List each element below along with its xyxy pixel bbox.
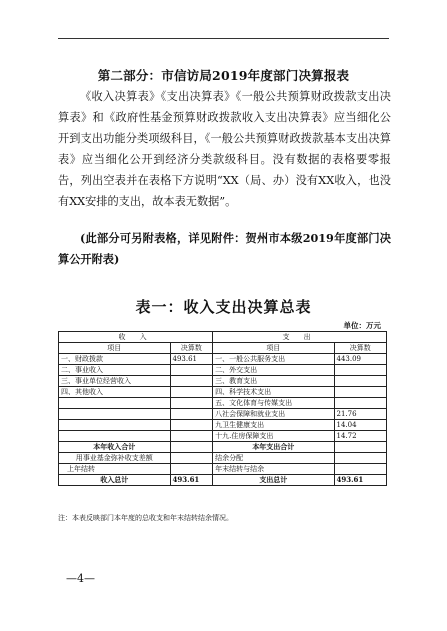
instruction-paragraph: 《收入决算表》《支出决算表》《一般公共预算财政拨款支出决算表》和《政府性基金预算财政拨款收入支出决算表》应当细化公开到支出功能分类项级科目，《一般公共预算财政拨款基本支出决算表》应当细化公开到经济分类款级科目。没有数据的表格要零报告，列出空表并在表格下方说明“XX（局、办）没有XX收入，也没有XX安排的支出，故本表无数据”。 bbox=[58, 90, 391, 208]
income-item-cell bbox=[59, 409, 171, 420]
expense-amount-cell bbox=[334, 464, 387, 475]
income-amount-cell: 493.61 bbox=[170, 354, 213, 365]
table-note: 注：本表反映部门本年度的总收支和年末结转结余情况。 bbox=[58, 514, 233, 522]
income-amount-cell bbox=[170, 453, 213, 464]
unit-label: 单位：万元 bbox=[343, 321, 381, 330]
expense-year-total-value bbox=[334, 442, 387, 453]
income-item-header: 项目 bbox=[59, 343, 171, 354]
table-row bbox=[59, 387, 387, 398]
income-header: 收 入 bbox=[59, 332, 213, 343]
grand-total-row bbox=[59, 475, 387, 486]
expense-item-cell: 九卫生健康支出 bbox=[213, 420, 334, 431]
income-item-cell: 上年结转 bbox=[59, 464, 171, 475]
expense-item-cell: 二、外交支出 bbox=[213, 365, 334, 376]
income-item-cell: 用事业基金弥补收支差额 bbox=[59, 453, 171, 464]
section-title: 第二部分：市信访局2019年度部门决算报表 bbox=[97, 68, 350, 83]
expense-item-header: 项目 bbox=[213, 343, 334, 354]
table-row bbox=[59, 464, 387, 475]
table-row bbox=[59, 453, 387, 464]
income-amount-cell bbox=[170, 431, 213, 442]
table-subheader-row bbox=[59, 343, 387, 354]
income-year-total-value bbox=[170, 442, 213, 453]
expense-amount-cell: 443.09 bbox=[334, 354, 387, 365]
income-item-cell: 一、财政拨款 bbox=[59, 354, 171, 365]
income-item-cell: 二、事业收入 bbox=[59, 365, 171, 376]
year-total-row bbox=[59, 442, 387, 453]
expense-amount-cell: 14.04 bbox=[334, 420, 387, 431]
expense-item-cell: 一、一般公共服务支出 bbox=[213, 354, 334, 365]
expense-grand-total-value: 493.61 bbox=[334, 475, 387, 486]
income-item-cell: 三、事业单位经营收入 bbox=[59, 376, 171, 387]
expense-amount-cell bbox=[334, 453, 387, 464]
table-title: 表一：收入支出决算总表 bbox=[135, 298, 312, 316]
expense-grand-total-label: 支出总计 bbox=[213, 475, 334, 486]
expense-header: 支 出 bbox=[213, 332, 387, 343]
table-row bbox=[59, 398, 387, 409]
income-item-cell bbox=[59, 420, 171, 431]
table-row bbox=[59, 431, 387, 442]
income-amount-cell bbox=[170, 420, 213, 431]
income-grand-total-label: 收入总计 bbox=[59, 475, 171, 486]
expense-year-total-label: 本年支出合计 bbox=[213, 442, 334, 453]
expense-amount-cell bbox=[334, 387, 387, 398]
header-rule bbox=[58, 38, 389, 39]
expense-item-cell: 五、文化体育与传媒支出 bbox=[213, 398, 334, 409]
expense-amount-header: 决算数 bbox=[334, 343, 387, 354]
expense-item-cell: 结余分配 bbox=[213, 453, 334, 464]
expense-amount-cell bbox=[334, 398, 387, 409]
expense-amount-cell bbox=[334, 365, 387, 376]
attachment-note-paragraph: (此部分可另附表格，详见附件：贺州市本级2019年度部门决算公开附表) bbox=[58, 231, 391, 266]
table-row bbox=[59, 420, 387, 431]
income-amount-cell bbox=[170, 409, 213, 420]
income-amount-cell bbox=[170, 464, 213, 475]
expense-item-cell: 四、科学技术支出 bbox=[213, 387, 334, 398]
expense-item-cell: 年末结转与结余 bbox=[213, 464, 334, 475]
income-item-cell bbox=[59, 398, 171, 409]
expense-amount-cell: 21.76 bbox=[334, 409, 387, 420]
income-grand-total-value: 493.61 bbox=[170, 475, 213, 486]
table-row bbox=[59, 365, 387, 376]
income-amount-cell bbox=[170, 376, 213, 387]
expense-amount-cell: 14.72 bbox=[334, 431, 387, 442]
table-header-row bbox=[59, 332, 387, 343]
income-expense-table bbox=[58, 331, 387, 486]
table-row bbox=[59, 376, 387, 387]
page-number: —4— bbox=[66, 572, 95, 585]
income-item-cell: 四、其他收入 bbox=[59, 387, 171, 398]
income-amount-cell bbox=[170, 398, 213, 409]
expense-amount-cell bbox=[334, 376, 387, 387]
expense-item-cell: 十九.住房保障支出 bbox=[213, 431, 334, 442]
expense-item-cell: 三、教育支出 bbox=[213, 376, 334, 387]
income-amount-header: 决算数 bbox=[170, 343, 213, 354]
income-year-total-label: 本年收入合计 bbox=[59, 442, 171, 453]
income-amount-cell bbox=[170, 387, 213, 398]
expense-item-cell: 八社会保障和就业支出 bbox=[213, 409, 334, 420]
table-row bbox=[59, 409, 387, 420]
table-row bbox=[59, 354, 387, 365]
income-item-cell bbox=[59, 431, 171, 442]
income-amount-cell bbox=[170, 365, 213, 376]
